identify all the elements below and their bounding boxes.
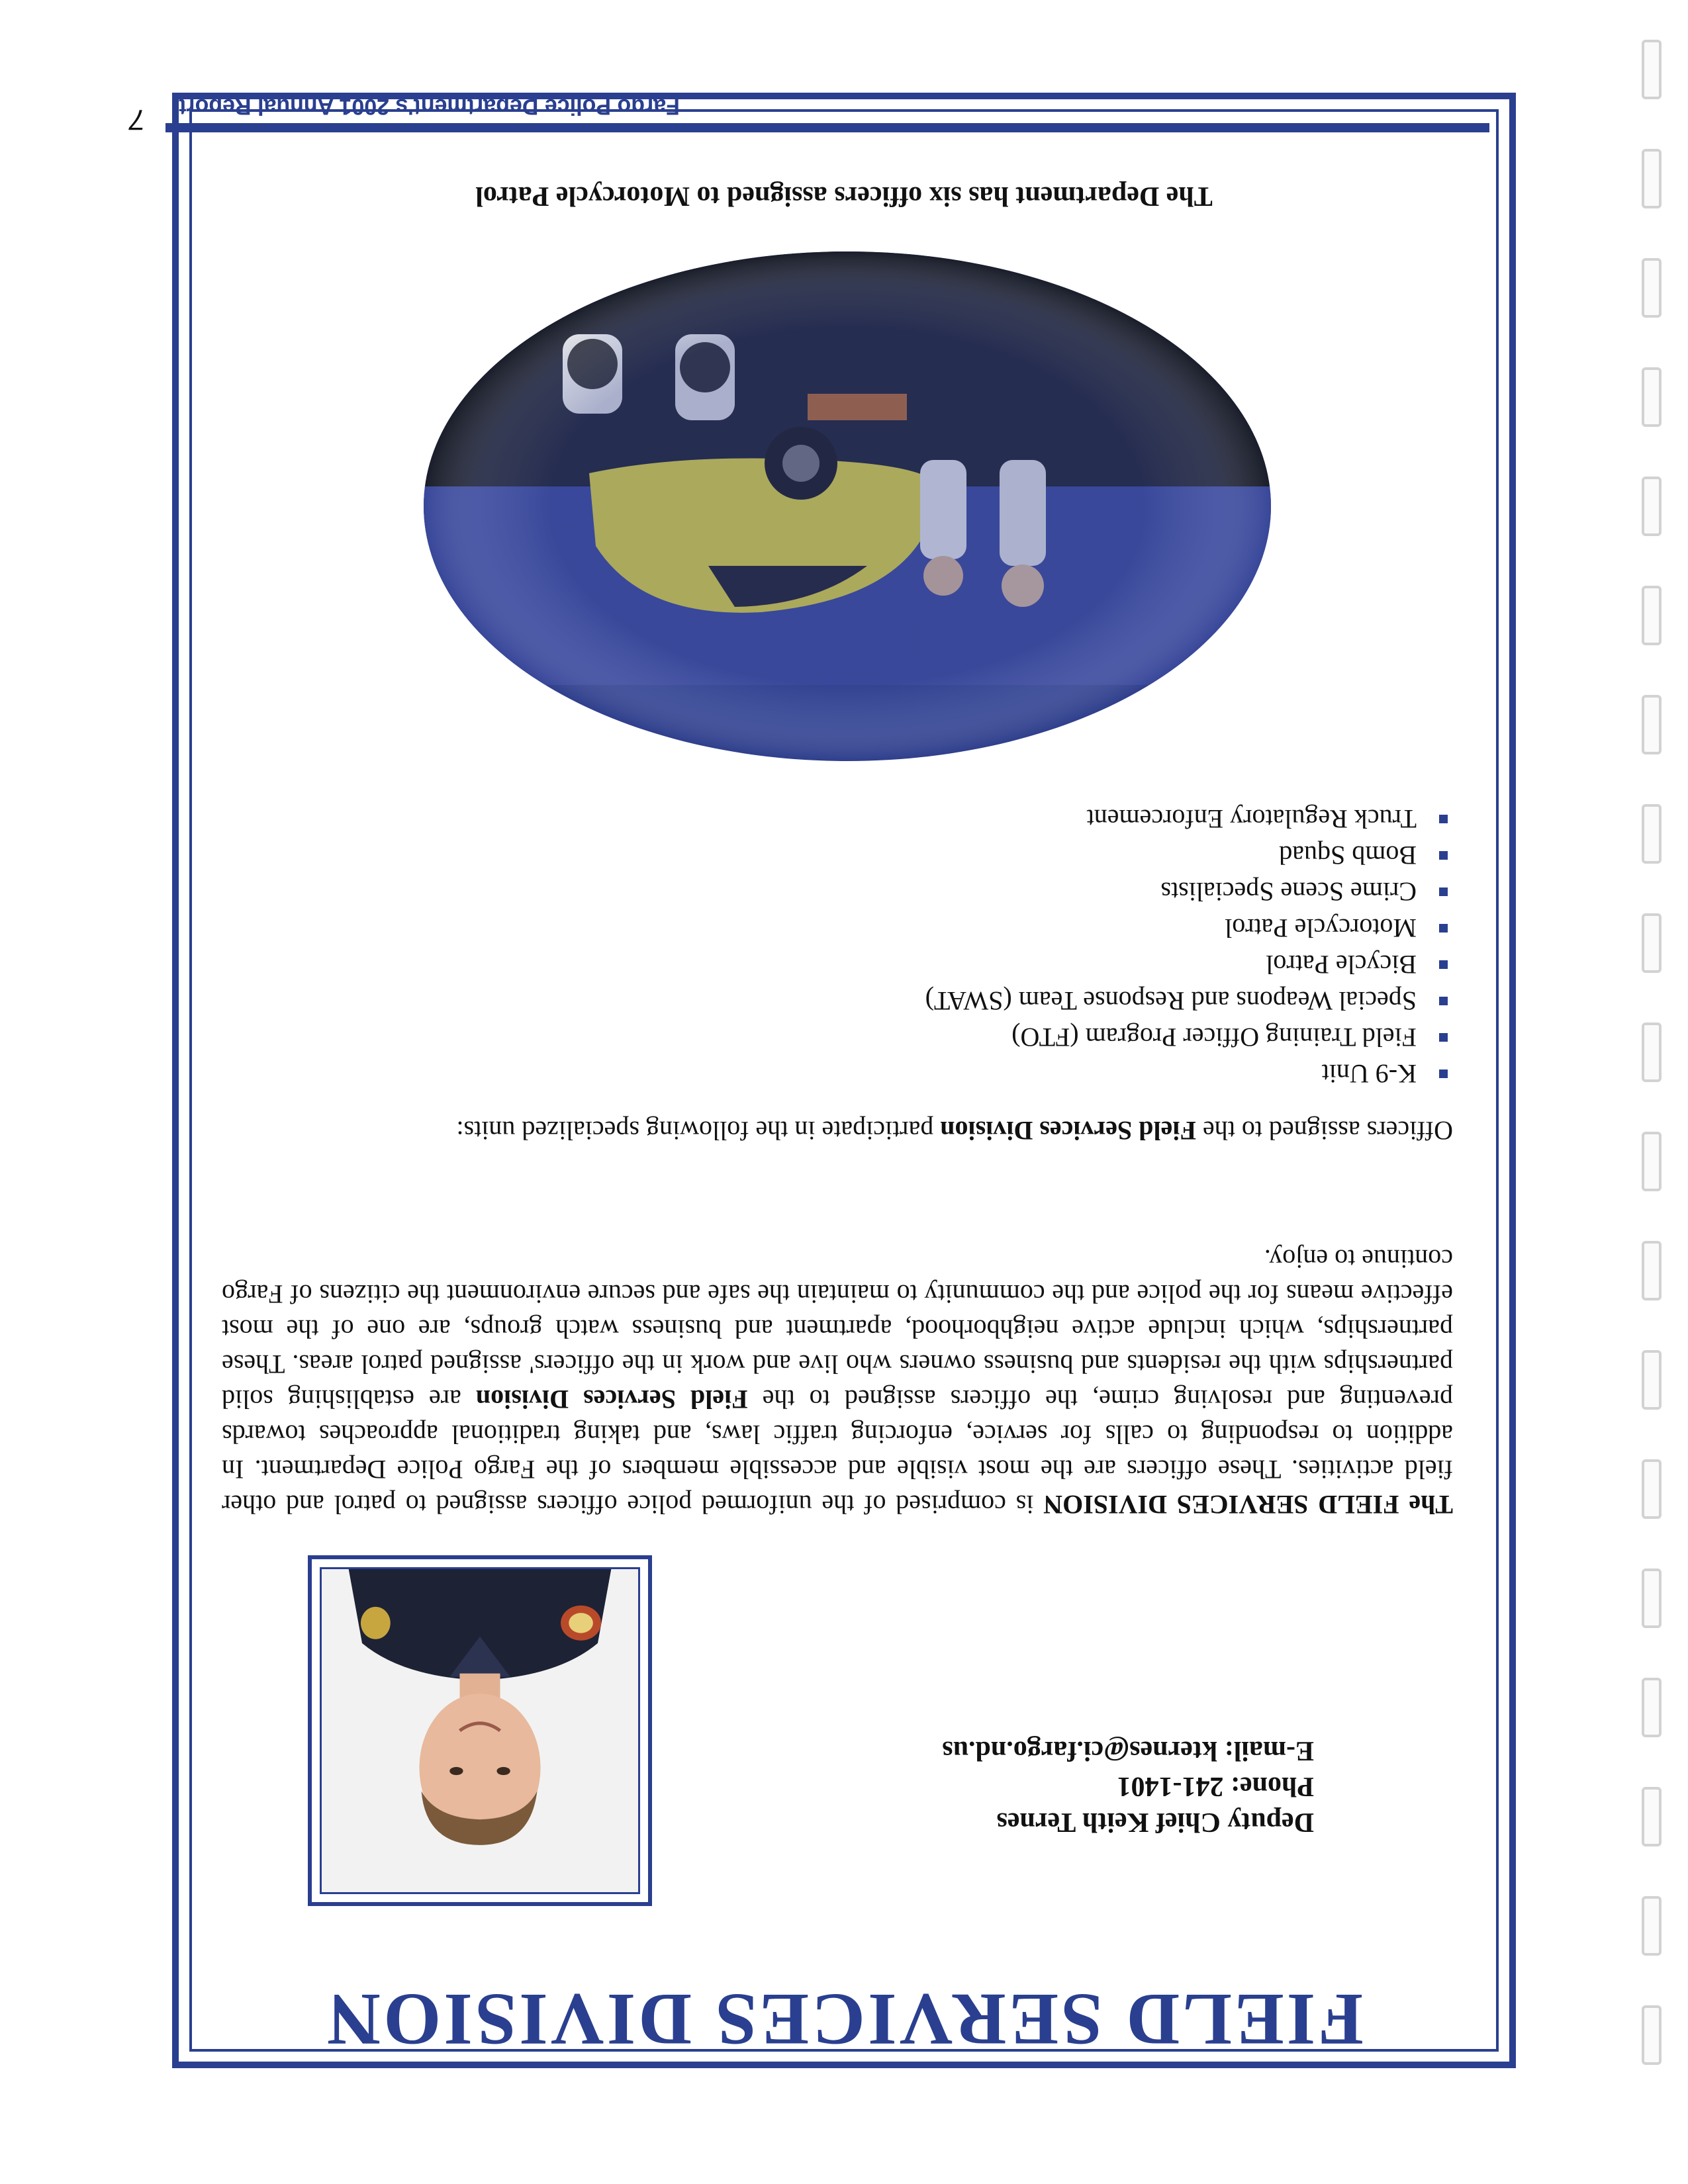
list-item [791,1056,1453,1092]
list-item [791,837,1453,874]
unit-label: Crime Scene Specialists [1160,877,1417,907]
unit-label: K-9 Unit [1321,1059,1417,1089]
bullet-icon [1439,960,1448,969]
bullet-icon [1439,1069,1448,1078]
paragraph-text-2: are establishing solid partnerships with the residents and business owners who live and work in the officers' assigned patrol areas. These partnerships, which include active neighborhood, apartment and business watch groups, are one of the most effective means for the police and the community to maintain the safe and secure environment the citizens of Fargo continue to enjoy. [222,1244,1453,1414]
list-item [791,983,1453,1019]
unit-label: Special Weapons and Response Team (SWAT) [925,986,1417,1016]
unit-label: Motorcycle Patrol [1225,913,1417,943]
division-name-bold-2: Field Services Division [475,1385,748,1414]
bullet-icon [1439,924,1448,933]
list-item [791,946,1453,983]
division-name-bold: The FIELD SERVICES DIVISION [1043,1490,1453,1520]
paragraph-text-1: is comprised of the uniformed police officers assigned to patrol and other field activities. These officers are the most visible and accessible members of the Fargo Police Department. In addition to responding to calls for service, enforcing traffic laws, and taking traditional approaches towards preventing and resolving crime, the officers assigned to the [222,1385,1453,1520]
bullet-icon [1439,997,1448,1005]
units-intro [222,1113,1453,1148]
unit-label: Bomb Squad [1279,841,1417,870]
unit-label: Truck Regulatory Enforcement [1086,804,1417,834]
specialized-units-list [791,801,1453,1092]
contact-email: E-mail: kternes@ci.fargo.nd.us [942,1735,1314,1766]
contact-block [718,1733,1314,1840]
portrait-photo-frame [308,1555,652,1906]
footer-rule [165,123,1489,132]
bullet-icon [1439,1033,1448,1042]
bullet-icon [1439,815,1448,823]
units-intro-text-2: participate in the following specialized units: [456,1116,941,1146]
bullet-icon [1439,851,1448,860]
unit-label: Bicycle Patrol [1266,950,1417,979]
contact-name: Deputy Chief Keith Ternes [996,1807,1314,1837]
page-title: FIELD SERVICES DIVISION [324,1978,1364,2060]
unit-label: Field Training Officer Program (FTO) [1011,1023,1417,1052]
motorcycle-patrol-photo [417,248,1278,764]
list-item [791,874,1453,910]
portrait-photo [320,1567,640,1894]
units-intro-bold: Field Services Division [940,1116,1196,1146]
photo-caption: The Department has six officers assigned to Motorcycle Patrol [475,181,1213,211]
units-intro-text-1: Officers assigned to the [1196,1116,1453,1146]
list-item [791,1019,1453,1056]
list-item [791,801,1453,837]
list-item [791,910,1453,946]
bullet-icon [1439,887,1448,896]
description-paragraph [222,1242,1453,1522]
page-number: 7 [129,103,146,136]
footer-text: Fargo Police Department's 2001 Annual Report [179,94,680,119]
contact-phone: Phone: 241-1401 [1117,1771,1314,1801]
